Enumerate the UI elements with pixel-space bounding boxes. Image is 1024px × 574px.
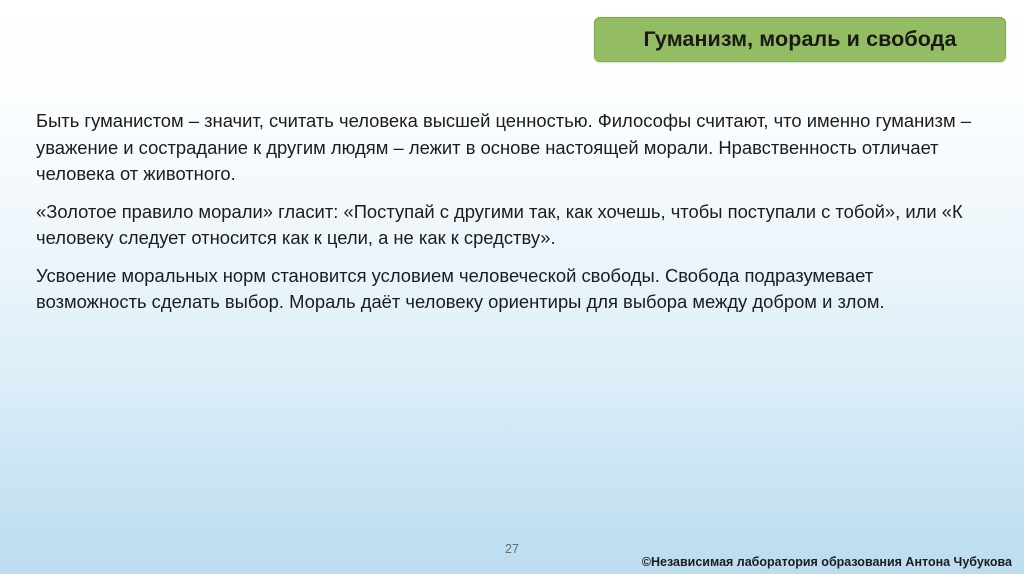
slide-body bbox=[36, 108, 988, 316]
slide-title-banner bbox=[594, 17, 1006, 62]
slide-title-text: Гуманизм, мораль и свобода bbox=[643, 27, 957, 51]
body-paragraph-2: «Золотое правило морали» гласит: «Поступай с другими так, как хочешь, чтобы поступали с тобой», или «К человеку следует относится как к цели, а не как к средству». bbox=[36, 200, 963, 248]
footer-credit: ©Независимая лаборатория образования Антона Чубукова bbox=[641, 555, 1012, 569]
page-number: 27 bbox=[505, 542, 519, 556]
body-paragraph-1: Быть гуманистом – значит, считать человека высшей ценностью. Философы считают, что именно гуманизм – уважение и сострадание к другим людям – лежит в основе настоящей морали. Нравственность отличает человека от животного. bbox=[36, 110, 971, 184]
body-paragraph-3: Усвоение моральных норм становится условием человеческой свободы. Свобода подразумевает возможность сделать выбор. Мораль даёт человеку ориентиры для выбора между добром и злом. bbox=[36, 264, 885, 312]
